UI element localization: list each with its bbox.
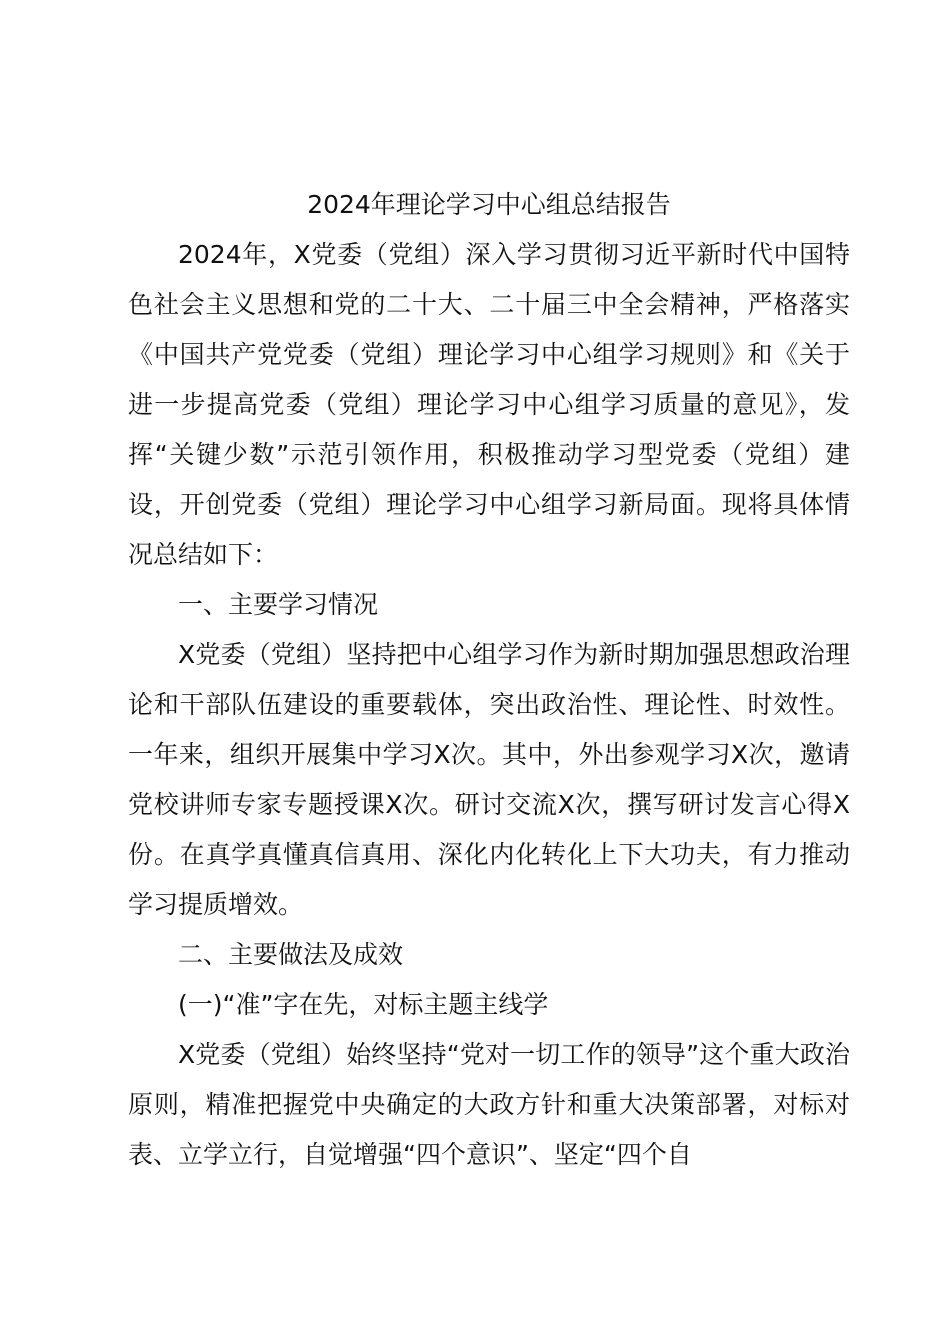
document-title: 2024年理论学习中心组总结报告 [307, 190, 671, 219]
intro-paragraph: 2024年，X党委（党组）深入学习贯彻习近平新时代中国特色社会主义思想和党的二十大、二十届三中全会精神，严格落实《中国共产党党委（党组）理论学习中心组学习规则》和《关于进一步提高党委（党组）理论学习中心组学习质量的意见》，发挥“关键少数”示范引领作用，积极推动学习型党委（党组）建设，开创党委（党组）理论学习中心组学习新局面。现将具体情况总结如下： [128, 240, 850, 569]
subsection-paragraph-accuracy: X党委（党组）始终坚持“党对一切工作的领导”这个重大政治原则，精准把握党中央确定的大政方针和重大决策部署，对标对表、立学立行，自觉增强“四个意识”、坚定“四个自 [128, 1040, 850, 1169]
document-body [128, 180, 850, 1180]
subsection-heading-accuracy: (一)“准”字在先，对标主题主线学 [178, 990, 549, 1019]
section-paragraph-main-study: X党委（党组）坚持把中心组学习作为新时期加强思想政治理论和干部队伍建设的重要载体，突出政治性、理论性、时效性。一年来，组织开展集中学习X次。其中，外出参观学习X次，邀请党校讲师专家专题授课X次。研讨交流X次，撰写研讨发言心得X份。在真学真懂真信真用、深化内化转化上下大功夫，有力推动学习提质增效。 [128, 640, 850, 919]
section-heading-main-study: 一、主要学习情况 [178, 590, 379, 619]
section-heading-practices: 二、主要做法及成效 [178, 940, 404, 969]
